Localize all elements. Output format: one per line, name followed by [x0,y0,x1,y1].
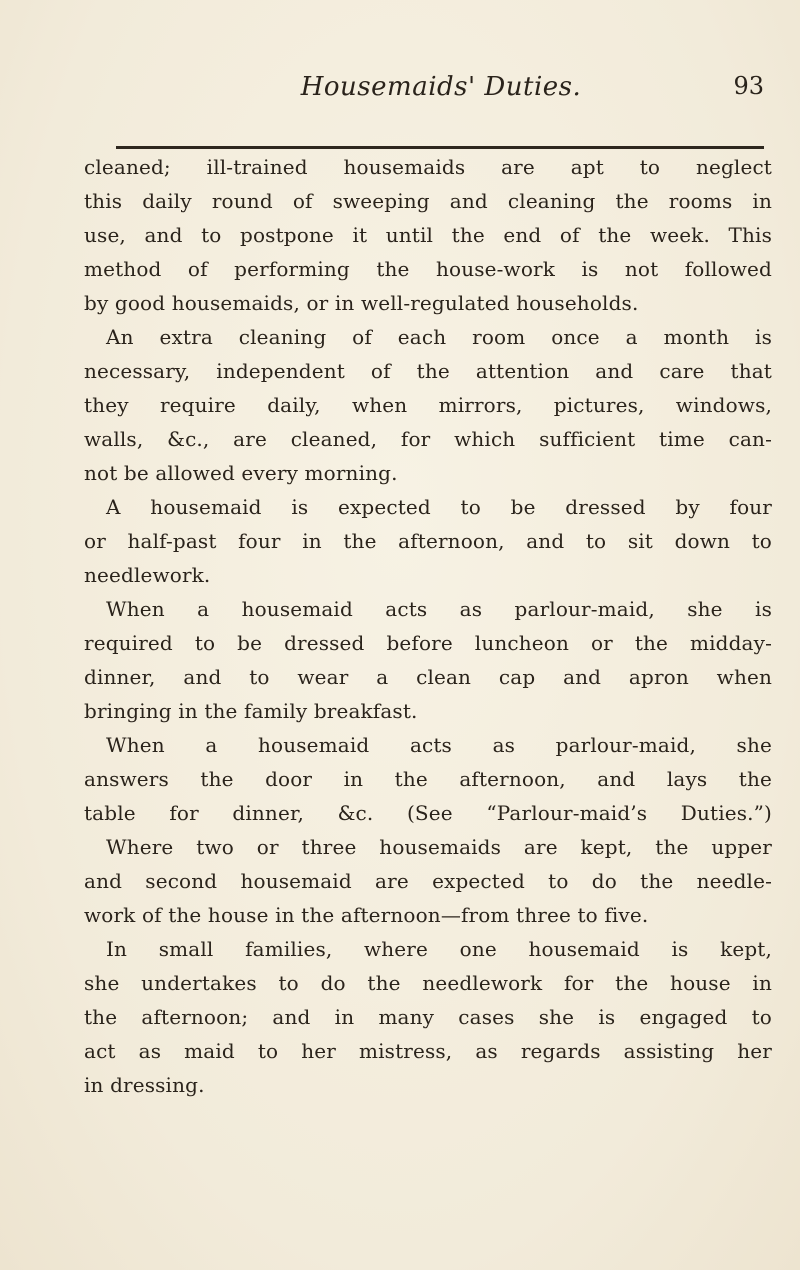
text-line: answers the door in the afternoon, and lays the [84,767,772,791]
text-line: method of performing the house-work is not followed [84,257,772,281]
text-line: required to be dressed before luncheon or the midday- [84,631,772,655]
text-line: A housemaid is expected to be dressed by four [106,495,772,519]
text-line: walls, &c., are cleaned, for which sufficient time can- [84,427,772,451]
text-line: in dressing. [84,1073,205,1097]
text-line: When a housemaid acts as parlour-maid, she [106,733,772,757]
text-line: dinner, and to wear a clean cap and apron when [84,665,772,689]
text-line: necessary, independent of the attention and care that [84,359,772,383]
header-rule [116,146,764,149]
text-line: act as maid to her mistress, as regards assisting her [84,1039,772,1063]
text-line: this daily round of sweeping and cleaning the rooms in [84,189,772,213]
page-number: 93 [733,72,764,100]
text-line: An extra cleaning of each room once a month is [106,325,772,349]
text-line: cleaned; ill-trained housemaids are apt to neglect [84,155,772,179]
text-line: the afternoon; and in many cases she is engaged to [84,1005,772,1029]
text-line: or half-past four in the afternoon, and to sit down to [84,529,772,553]
body-text [84,150,772,1102]
text-line: bringing in the family breakfast. [84,699,418,723]
text-line: needlework. [84,563,211,587]
text-line: she undertakes to do the needlework for the house in [84,971,772,995]
text-line: When a housemaid acts as parlour-maid, she is [106,597,772,621]
text-line: table for dinner, &c. (See “Parlour-maid’s Duties.”) [84,801,772,825]
running-title: Housemaids' Duties. [300,72,582,102]
text-line: by good housemaids, or in well-regulated households. [84,291,639,315]
text-line: In small families, where one housemaid is kept, [106,937,772,961]
text-line: they require daily, when mirrors, pictures, windows, [84,393,772,417]
page-header [88,72,764,116]
text-line: work of the house in the afternoon—from three to five. [84,903,649,927]
text-line: use, and to postpone it until the end of the week. This [84,223,772,247]
text-line: Where two or three housemaids are kept, the upper [106,835,772,859]
text-line: not be allowed every morning. [84,461,398,485]
text-line: and second housemaid are expected to do the needle- [84,869,772,893]
